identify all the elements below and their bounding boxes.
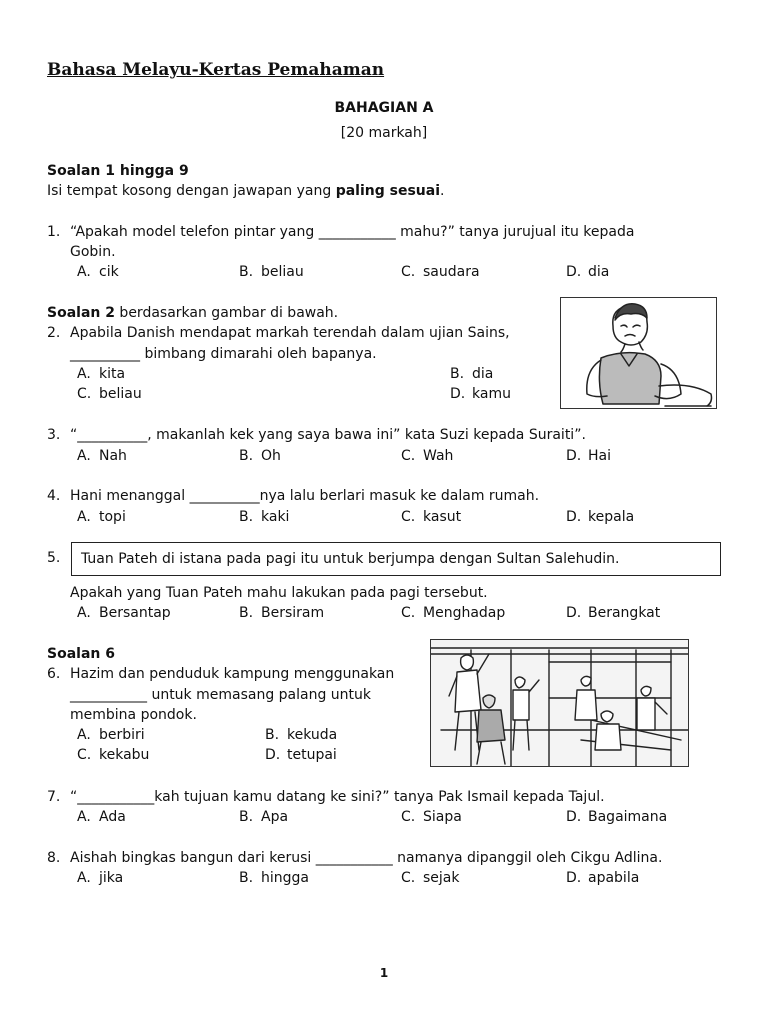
- question-1-option-a: A. cik: [77, 264, 119, 280]
- question-4-text-line1: Hani menanggal __________nya lalu berlari masuk ke dalam rumah.: [70, 488, 540, 504]
- section-marks: [20 markah]: [340, 125, 428, 141]
- question-3-option-d: D. Hai: [566, 448, 611, 464]
- question-3-option-a: A. Nah: [77, 448, 127, 464]
- question-5-option-c: C. Menghadap: [401, 605, 506, 621]
- question-1-text-line1: “Apakah model telefon pintar yang ___________ mahu?” tanya jurujual itu kepada: [70, 224, 635, 240]
- question-8-number: 8.: [47, 850, 61, 866]
- question-3-option-c: C. Wah: [401, 448, 454, 464]
- page-number: 1: [379, 966, 389, 980]
- question-4-option-c: C. kasut: [401, 509, 462, 525]
- question-8-option-b: B. hingga: [239, 870, 309, 886]
- question-1-number: 1.: [47, 224, 61, 240]
- question-4-option-a: A. topi: [77, 509, 126, 525]
- question-6-option-b: B. kekuda: [265, 727, 338, 743]
- question-6-text-line1: Hazim dan penduduk kampung menggunakan: [70, 666, 395, 682]
- question-5-text-line1: Apakah yang Tuan Pateh mahu lakukan pada pagi tersebut.: [70, 585, 488, 601]
- question-7-number: 7.: [47, 789, 61, 805]
- sad-boy-illustration: [560, 297, 717, 409]
- question-7-text-line1: “___________kah tujuan kamu datang ke sini?” tanya Pak Ismail kepada Tajul.: [70, 789, 605, 805]
- question-4-number: 4.: [47, 488, 61, 504]
- question-3-text-line1: “__________, makanlah kek yang saya bawa ini” kata Suzi kepada Suraiti”.: [70, 427, 586, 443]
- question-2-number: 2.: [47, 325, 61, 341]
- instruction-heading-6: Soalan 6: [47, 646, 115, 662]
- question-4-option-d: D. kepala: [566, 509, 635, 525]
- question-3-number: 3.: [47, 427, 61, 443]
- question-7-option-c: C. Siapa: [401, 809, 462, 825]
- question-6-option-d: D. tetupai: [265, 747, 337, 763]
- question-2-option-a: A. kita: [77, 366, 126, 382]
- question-7-option-a: A. Ada: [77, 809, 126, 825]
- question-8-option-c: C. sejak: [401, 870, 460, 886]
- question-4-option-b: B. kaki: [239, 509, 290, 525]
- question-2-option-d: D. kamu: [450, 386, 511, 402]
- question-1-option-c: C. saudara: [401, 264, 480, 280]
- section-heading: BAHAGIAN A: [334, 100, 434, 116]
- question-6-number: 6.: [47, 666, 61, 682]
- question-8-option-d: D. apabila: [566, 870, 640, 886]
- question-1-text-line2: Gobin.: [70, 244, 116, 260]
- instruction-text-1: Isi tempat kosong dengan jawapan yang paling sesuai.: [47, 183, 445, 199]
- question-7-option-b: B. Apa: [239, 809, 289, 825]
- question-5-option-b: B. Bersiram: [239, 605, 325, 621]
- question-7-option-d: D. Bagaimana: [566, 809, 668, 825]
- question-5-option-a: A. Bersantap: [77, 605, 171, 621]
- question-5-option-d: D. Berangkat: [566, 605, 661, 621]
- question-5-box-text: Tuan Pateh di istana pada pagi itu untuk berjumpa dengan Sultan Salehudin.: [81, 551, 620, 567]
- question-1-option-d: D. dia: [566, 264, 610, 280]
- instruction-heading-1: Soalan 1 hingga 9: [47, 163, 189, 179]
- question-6-text-line3: membina pondok.: [70, 707, 197, 723]
- question-6-text-line2: ___________ untuk memasang palang untuk: [70, 687, 372, 703]
- question-6-option-a: A. berbiri: [77, 727, 145, 743]
- instruction-text-2: Soalan 2 berdasarkan gambar di bawah.: [47, 305, 339, 321]
- question-3-option-b: B. Oh: [239, 448, 281, 464]
- question-2-option-c: C. beliau: [77, 386, 142, 402]
- question-8-option-a: A. jika: [77, 870, 124, 886]
- question-5-number: 5.: [47, 550, 61, 566]
- question-1-option-b: B. beliau: [239, 264, 304, 280]
- question-2-text-line2: __________ bimbang dimarahi oleh bapanya.: [70, 346, 377, 362]
- page-title: Bahasa Melayu-Kertas Pemahaman: [47, 60, 385, 80]
- building-hut-illustration: [430, 639, 689, 767]
- question-8-text-line1: Aishah bingkas bangun dari kerusi ___________ namanya dipanggil oleh Cikgu Adlina.: [70, 850, 663, 866]
- question-6-option-c: C. kekabu: [77, 747, 150, 763]
- question-2-text-line1: Apabila Danish mendapat markah terendah dalam ujian Sains,: [70, 325, 510, 341]
- question-2-option-b: B. dia: [450, 366, 494, 382]
